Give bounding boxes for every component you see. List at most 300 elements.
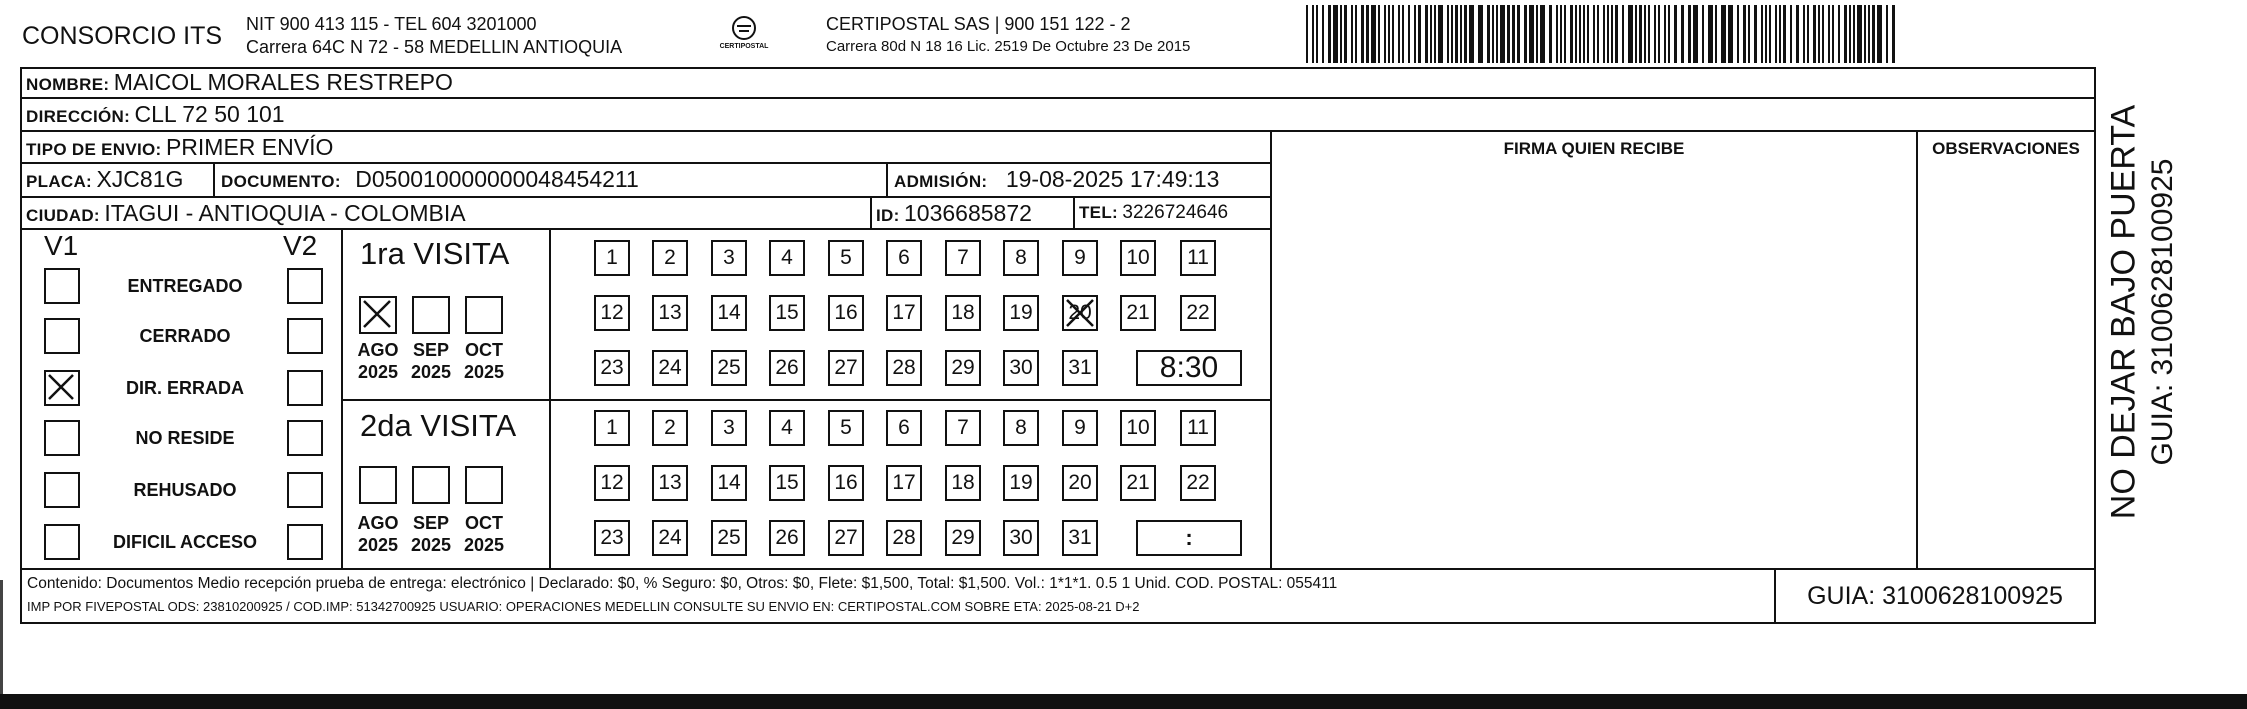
day-box[interactable]: [1062, 350, 1098, 386]
barcode-bar: [1425, 5, 1428, 63]
barcode-bar: [1434, 5, 1436, 63]
day-box[interactable]: [769, 295, 805, 331]
visit-title: 1ra VISITA: [360, 236, 510, 271]
barcode-bar: [1438, 5, 1443, 63]
day-box[interactable]: [886, 520, 922, 556]
barcode-bar: [1769, 5, 1771, 63]
day-box[interactable]: [945, 465, 981, 501]
barcode-bar: [1728, 5, 1733, 63]
day-box[interactable]: [1062, 465, 1098, 501]
day-number: 9: [1074, 416, 1086, 439]
day-box[interactable]: [945, 240, 981, 276]
barcode-bar: [1388, 5, 1390, 63]
day-box[interactable]: [594, 350, 630, 386]
v1-checkbox[interactable]: [44, 268, 80, 304]
tel-label: TEL:: [1079, 203, 1118, 222]
placa-label: PLACA:: [26, 172, 93, 191]
day-box[interactable]: [1120, 295, 1156, 331]
day-number: 14: [717, 301, 741, 324]
day-box[interactable]: [652, 240, 688, 276]
day-number: 19: [1009, 471, 1033, 494]
day-number: 10: [1126, 246, 1150, 269]
month-label: [406, 512, 456, 556]
barcode-bar: [1761, 5, 1763, 63]
barcode-bar: [1366, 5, 1369, 63]
time-box[interactable]: 8:30: [1136, 350, 1242, 386]
ciudad-value: ITAGUI - ANTIOQUIA - COLOMBIA: [104, 200, 466, 226]
v1-checkbox[interactable]: [44, 524, 80, 560]
month-name: AGO: [357, 513, 399, 533]
direccion-row: [26, 101, 285, 128]
day-box[interactable]: [945, 295, 981, 331]
nombre-value: MAICOL MORALES RESTREPO: [113, 69, 453, 95]
tipo-row: [26, 134, 333, 161]
barcode-bar: [1351, 5, 1353, 63]
day-number: 17: [892, 471, 916, 494]
day-box[interactable]: [1062, 295, 1098, 331]
barcode-bar: [1849, 5, 1851, 63]
barcode-bar: [1864, 5, 1866, 63]
documento-field: [221, 166, 639, 193]
barcode-bar: [1384, 5, 1386, 63]
barcode-bar: [1611, 5, 1613, 63]
month-year: 2025: [463, 362, 505, 382]
barcode-bar: [1492, 5, 1494, 63]
day-number: 21: [1126, 471, 1150, 494]
day-number: 25: [717, 526, 741, 549]
day-number: 28: [892, 526, 916, 549]
barcode-bar: [1828, 5, 1830, 63]
v2-checkbox[interactable]: [287, 472, 323, 508]
day-number: 11: [1187, 416, 1209, 439]
day-number: 10: [1126, 416, 1150, 439]
admision-label: ADMISIÓN:: [894, 172, 988, 191]
day-number: 2: [664, 416, 676, 439]
barcode-bar: [1464, 5, 1467, 63]
day-box[interactable]: [1003, 295, 1039, 331]
barcode-bar: [1803, 5, 1805, 63]
barcode-bar: [1507, 5, 1510, 63]
month-checkbox[interactable]: [465, 466, 503, 504]
barcode-bar: [1496, 5, 1498, 63]
status-label: REHUSADO: [133, 480, 237, 500]
month-checkbox[interactable]: [412, 296, 450, 334]
barcode-bar: [1540, 5, 1545, 63]
barcode-bar: [1402, 5, 1404, 63]
day-box[interactable]: [769, 240, 805, 276]
barcode-bar: [1783, 5, 1786, 63]
tel-value: 3226724646: [1122, 202, 1229, 223]
barcode-bar: [1564, 5, 1566, 63]
day-number: 21: [1126, 301, 1150, 324]
barcode-bar: [1818, 5, 1820, 63]
barcode-bar: [1693, 5, 1698, 63]
day-box[interactable]: [828, 410, 864, 446]
barcode-bar: [1892, 5, 1895, 63]
day-box[interactable]: [711, 410, 747, 446]
x-mark-icon: [46, 372, 78, 404]
barcode-bar: [1654, 5, 1656, 63]
barcode-bar: [1721, 5, 1726, 63]
day-number: 13: [658, 301, 682, 324]
day-box[interactable]: [945, 350, 981, 386]
barcode-bar: [1328, 5, 1331, 63]
barcode-bar: [1430, 5, 1432, 63]
barcode-bar: [1715, 5, 1717, 63]
nit-line: NIT 900 413 115 - TEL 604 3201000: [246, 14, 537, 34]
day-number: 6: [898, 416, 910, 439]
day-box[interactable]: [594, 295, 630, 331]
barcode-bar: [1779, 5, 1781, 63]
day-box[interactable]: [652, 465, 688, 501]
barcode-bar: [1536, 5, 1538, 63]
barcode-bar: [1765, 5, 1767, 63]
barcode-bar: [1832, 5, 1834, 63]
observaciones-header: OBSERVACIONES: [1932, 139, 2080, 158]
day-number: 12: [600, 301, 624, 324]
barcode-bar: [1681, 5, 1684, 63]
day-box[interactable]: [1180, 410, 1216, 446]
day-number: 4: [781, 416, 793, 439]
day-box[interactable]: [945, 520, 981, 556]
day-box[interactable]: [828, 520, 864, 556]
barcode-bar: [1674, 5, 1677, 63]
barcode-bar: [1644, 5, 1646, 63]
barcode-bar: [1587, 5, 1589, 63]
status-label: ENTREGADO: [127, 276, 243, 296]
barcode-bar: [1355, 5, 1357, 63]
barcode: [1306, 5, 1899, 63]
day-box[interactable]: [769, 410, 805, 446]
barcode-bar: [1455, 5, 1458, 63]
day-box[interactable]: [1062, 240, 1098, 276]
day-box[interactable]: [1120, 465, 1156, 501]
v2-checkbox[interactable]: [287, 268, 323, 304]
barcode-bar: [1398, 5, 1400, 63]
barcode-bar: [1838, 5, 1840, 63]
v2-header: V2: [283, 230, 318, 261]
day-number: 24: [658, 526, 682, 549]
time-box[interactable]: :: [1136, 520, 1242, 556]
barcode-bar: [1813, 5, 1816, 63]
day-box[interactable]: [1180, 465, 1216, 501]
company-name: CONSORCIO ITS: [22, 22, 223, 50]
day-box[interactable]: [1003, 240, 1039, 276]
v2-checkbox[interactable]: [287, 370, 323, 406]
month-name: OCT: [465, 513, 503, 533]
day-box[interactable]: [594, 465, 630, 501]
placa-value: XJC81G: [96, 166, 184, 192]
barcode-bar: [1575, 5, 1577, 63]
day-box[interactable]: [769, 520, 805, 556]
month-name: SEP: [412, 513, 450, 533]
day-box[interactable]: [828, 350, 864, 386]
day-box[interactable]: [1062, 520, 1098, 556]
day-box[interactable]: [886, 465, 922, 501]
month-checkbox[interactable]: [412, 466, 450, 504]
day-box[interactable]: [769, 350, 805, 386]
id-field: [876, 200, 1032, 227]
barcode-bar: [1487, 5, 1490, 63]
side-guia: GUIA: 3100628100925: [2146, 158, 2179, 466]
day-number: 1: [606, 246, 618, 269]
nombre-row: [26, 69, 453, 96]
barcode-bar: [1886, 5, 1888, 63]
documento-value: D050010000000048454211: [355, 166, 639, 192]
barcode-bar: [1333, 5, 1338, 63]
barcode-bar: [1754, 5, 1757, 63]
day-box[interactable]: [1003, 520, 1039, 556]
direccion-label: DIRECCIÓN:: [26, 107, 131, 126]
month-label: [406, 339, 456, 383]
day-box[interactable]: [594, 520, 630, 556]
day-number: 19: [1009, 301, 1033, 324]
certipostal-line: CERTIPOSTAL SAS | 900 151 122 - 2: [826, 14, 1131, 34]
day-number: 22: [1186, 301, 1210, 324]
certipostal-logo: [706, 12, 782, 58]
day-box[interactable]: [1062, 410, 1098, 446]
day-box[interactable]: [1003, 410, 1039, 446]
ciudad-field: [26, 200, 466, 227]
license-line: Carrera 80d N 18 16 Lic. 2519 De Octubre 23 De 2015: [826, 38, 1191, 55]
month-checkbox[interactable]: [359, 466, 397, 504]
day-box[interactable]: [769, 465, 805, 501]
day-number: 15: [775, 301, 799, 324]
placa-field: [26, 166, 183, 193]
day-number: 26: [775, 356, 799, 379]
day-box[interactable]: [886, 350, 922, 386]
day-box[interactable]: [886, 240, 922, 276]
month-label: [353, 339, 403, 383]
day-number: 20: [1068, 301, 1092, 324]
barcode-bar: [1316, 5, 1318, 63]
day-number: 24: [658, 356, 682, 379]
v2-checkbox[interactable]: [287, 420, 323, 456]
day-box[interactable]: [711, 295, 747, 331]
tipo-value: PRIMER ENVÍO: [165, 134, 334, 160]
day-number: 7: [957, 246, 969, 269]
barcode-bar: [1872, 5, 1875, 63]
barcode-bar: [1414, 5, 1416, 63]
documento-label: DOCUMENTO:: [221, 172, 341, 191]
status-label: NO RESIDE: [135, 428, 235, 448]
day-number: 9: [1074, 246, 1086, 269]
day-box[interactable]: [886, 410, 922, 446]
day-number: 29: [951, 356, 975, 379]
direccion-value: CLL 72 50 101: [134, 101, 285, 127]
barcode-bar: [1844, 5, 1847, 63]
barcode-bar: [1451, 5, 1453, 63]
barcode-bar: [1361, 5, 1364, 63]
barcode-bar: [1790, 5, 1792, 63]
day-box[interactable]: [652, 350, 688, 386]
day-number: 5: [840, 246, 852, 269]
barcode-bar: [1500, 5, 1505, 63]
day-number: 22: [1186, 471, 1210, 494]
admision-value: 19-08-2025 17:49:13: [1005, 166, 1220, 192]
day-box[interactable]: [945, 410, 981, 446]
nombre-label: NOMBRE:: [26, 75, 110, 94]
barcode-bar: [1529, 5, 1534, 63]
day-number: 1: [606, 416, 618, 439]
barcode-bar: [1570, 5, 1573, 63]
id-label: ID:: [876, 206, 900, 225]
barcode-bar: [1371, 5, 1376, 63]
barcode-bar: [1306, 5, 1308, 63]
barcode-bar: [1322, 5, 1324, 63]
guia-footer: GUIA: 3100628100925: [1807, 582, 2063, 610]
barcode-bar: [1648, 5, 1650, 63]
day-box[interactable]: [1120, 240, 1156, 276]
day-box[interactable]: [828, 295, 864, 331]
month-year: 2025: [463, 535, 505, 555]
day-number: 31: [1068, 526, 1092, 549]
ciudad-label: CIUDAD:: [26, 206, 100, 225]
barcode-bar: [1853, 5, 1855, 63]
barcode-bar: [1857, 5, 1862, 63]
barcode-bar: [1549, 5, 1552, 63]
x-mark-icon: [361, 298, 395, 332]
barcode-bar: [1822, 5, 1824, 63]
day-number: 13: [658, 471, 682, 494]
day-box[interactable]: [711, 240, 747, 276]
barcode-bar: [1312, 5, 1314, 63]
barcode-bar: [1737, 5, 1739, 63]
day-box[interactable]: [711, 520, 747, 556]
barcode-bar: [1340, 5, 1342, 63]
barcode-bar: [1708, 5, 1713, 63]
day-number: 8: [1015, 246, 1027, 269]
day-number: 18: [951, 471, 975, 494]
barcode-bar: [1478, 5, 1483, 63]
day-number: 6: [898, 246, 910, 269]
barcode-bar: [1556, 5, 1558, 63]
day-box[interactable]: [652, 520, 688, 556]
day-number: 2: [664, 246, 676, 269]
barcode-bar: [1378, 5, 1380, 63]
barcode-bar: [1664, 5, 1666, 63]
barcode-bar: [1807, 5, 1809, 63]
barcode-bar: [1512, 5, 1515, 63]
day-number: 14: [717, 471, 741, 494]
month-checkbox[interactable]: [465, 296, 503, 334]
v2-checkbox[interactable]: [287, 318, 323, 354]
day-box[interactable]: [886, 295, 922, 331]
side-warning: NO DEJAR BAJO PUERTA: [2104, 104, 2143, 520]
v1-checkbox[interactable]: [44, 420, 80, 456]
day-number: 27: [834, 526, 858, 549]
month-label: [459, 339, 509, 383]
day-box[interactable]: [652, 295, 688, 331]
tipo-label: TIPO DE ENVIO:: [26, 140, 162, 159]
month-year: 2025: [357, 535, 399, 555]
barcode-bar: [1628, 5, 1633, 63]
logo-text: CERTIPOSTAL: [719, 43, 769, 50]
imp-text: IMP POR FIVEPOSTAL ODS: 23810200925 / COD.IMP: 51342700925 USUARIO: OPERACIONES MEDELLIN CONSULTE SU ENVIO EN: CERTIPOSTAL.COM SOBRE ETA: 2025-08-21 D+2: [27, 599, 1140, 614]
barcode-bar: [1668, 5, 1670, 63]
day-box[interactable]: [1180, 295, 1216, 331]
day-number: 7: [957, 416, 969, 439]
day-number: 28: [892, 356, 916, 379]
admision-field: [894, 166, 1219, 193]
month-year: 2025: [410, 535, 452, 555]
v1-checkbox[interactable]: [44, 472, 80, 508]
barcode-bar: [1743, 5, 1746, 63]
certipostal-logo-icon: [706, 12, 782, 58]
firma-header: FIRMA QUIEN RECIBE: [1503, 139, 1685, 158]
barcode-bar: [1344, 5, 1347, 63]
day-number: 31: [1068, 356, 1092, 379]
day-number: 4: [781, 246, 793, 269]
month-label: [353, 512, 403, 556]
day-box[interactable]: [1003, 465, 1039, 501]
barcode-bar: [1796, 5, 1799, 63]
barcode-bar: [1877, 5, 1882, 63]
day-number: 26: [775, 526, 799, 549]
month-label: [459, 512, 509, 556]
barcode-bar: [1615, 5, 1618, 63]
day-box[interactable]: [594, 410, 630, 446]
address-line: Carrera 64C N 72 - 58 MEDELLIN ANTIOQUIA: [246, 37, 623, 57]
status-label: DIR. ERRADA: [125, 378, 244, 398]
day-box[interactable]: [828, 465, 864, 501]
v2-checkbox[interactable]: [287, 524, 323, 560]
barcode-bar: [1583, 5, 1585, 63]
month-checkbox[interactable]: [359, 296, 397, 334]
barcode-bar: [1748, 5, 1750, 63]
day-number: 27: [834, 356, 858, 379]
day-box[interactable]: [828, 240, 864, 276]
day-box[interactable]: [711, 465, 747, 501]
day-box[interactable]: [652, 410, 688, 446]
barcode-bar: [1688, 5, 1691, 63]
barcode-bar: [1517, 5, 1520, 63]
barcode-bar: [1622, 5, 1624, 63]
day-number: 12: [600, 471, 624, 494]
status-label: CERRADO: [139, 326, 231, 346]
bottom-band: [0, 694, 2247, 709]
day-number: 8: [1015, 416, 1027, 439]
contenido-text: Contenido: Documentos Medio recepción prueba de entrega: electrónico | Declarado: $0, % Seguro: $0, Otros: $0, Flete: $1,500, Total: $1,500. Vol.: 1*1*1. 0.5 1 Unid. COD. POSTAL: 055411: [27, 575, 1338, 592]
barcode-bar: [1635, 5, 1637, 63]
day-number: 25: [717, 356, 741, 379]
id-value: 1036685872: [904, 200, 1032, 226]
v1-header: V1: [44, 230, 79, 261]
day-box[interactable]: [1180, 240, 1216, 276]
day-number: 17: [892, 301, 916, 324]
day-number: 16: [834, 471, 858, 494]
day-number: 29: [951, 526, 975, 549]
day-number: 23: [600, 356, 624, 379]
v1-checkbox[interactable]: [44, 318, 80, 354]
barcode-bar: [1579, 5, 1581, 63]
day-number: 3: [723, 246, 735, 269]
day-box[interactable]: [1003, 350, 1039, 386]
left-edge-marks: [0, 580, 3, 694]
barcode-bar: [1392, 5, 1394, 63]
day-number: 18: [951, 301, 975, 324]
day-box[interactable]: [1120, 410, 1156, 446]
v1-checkbox[interactable]: [44, 370, 80, 406]
day-box[interactable]: [711, 350, 747, 386]
day-box[interactable]: [594, 240, 630, 276]
barcode-bar: [1460, 5, 1462, 63]
month-name: AGO: [357, 340, 399, 360]
day-number: 23: [600, 526, 624, 549]
barcode-bar: [1560, 5, 1562, 63]
barcode-bar: [1775, 5, 1777, 63]
month-year: 2025: [357, 362, 399, 382]
